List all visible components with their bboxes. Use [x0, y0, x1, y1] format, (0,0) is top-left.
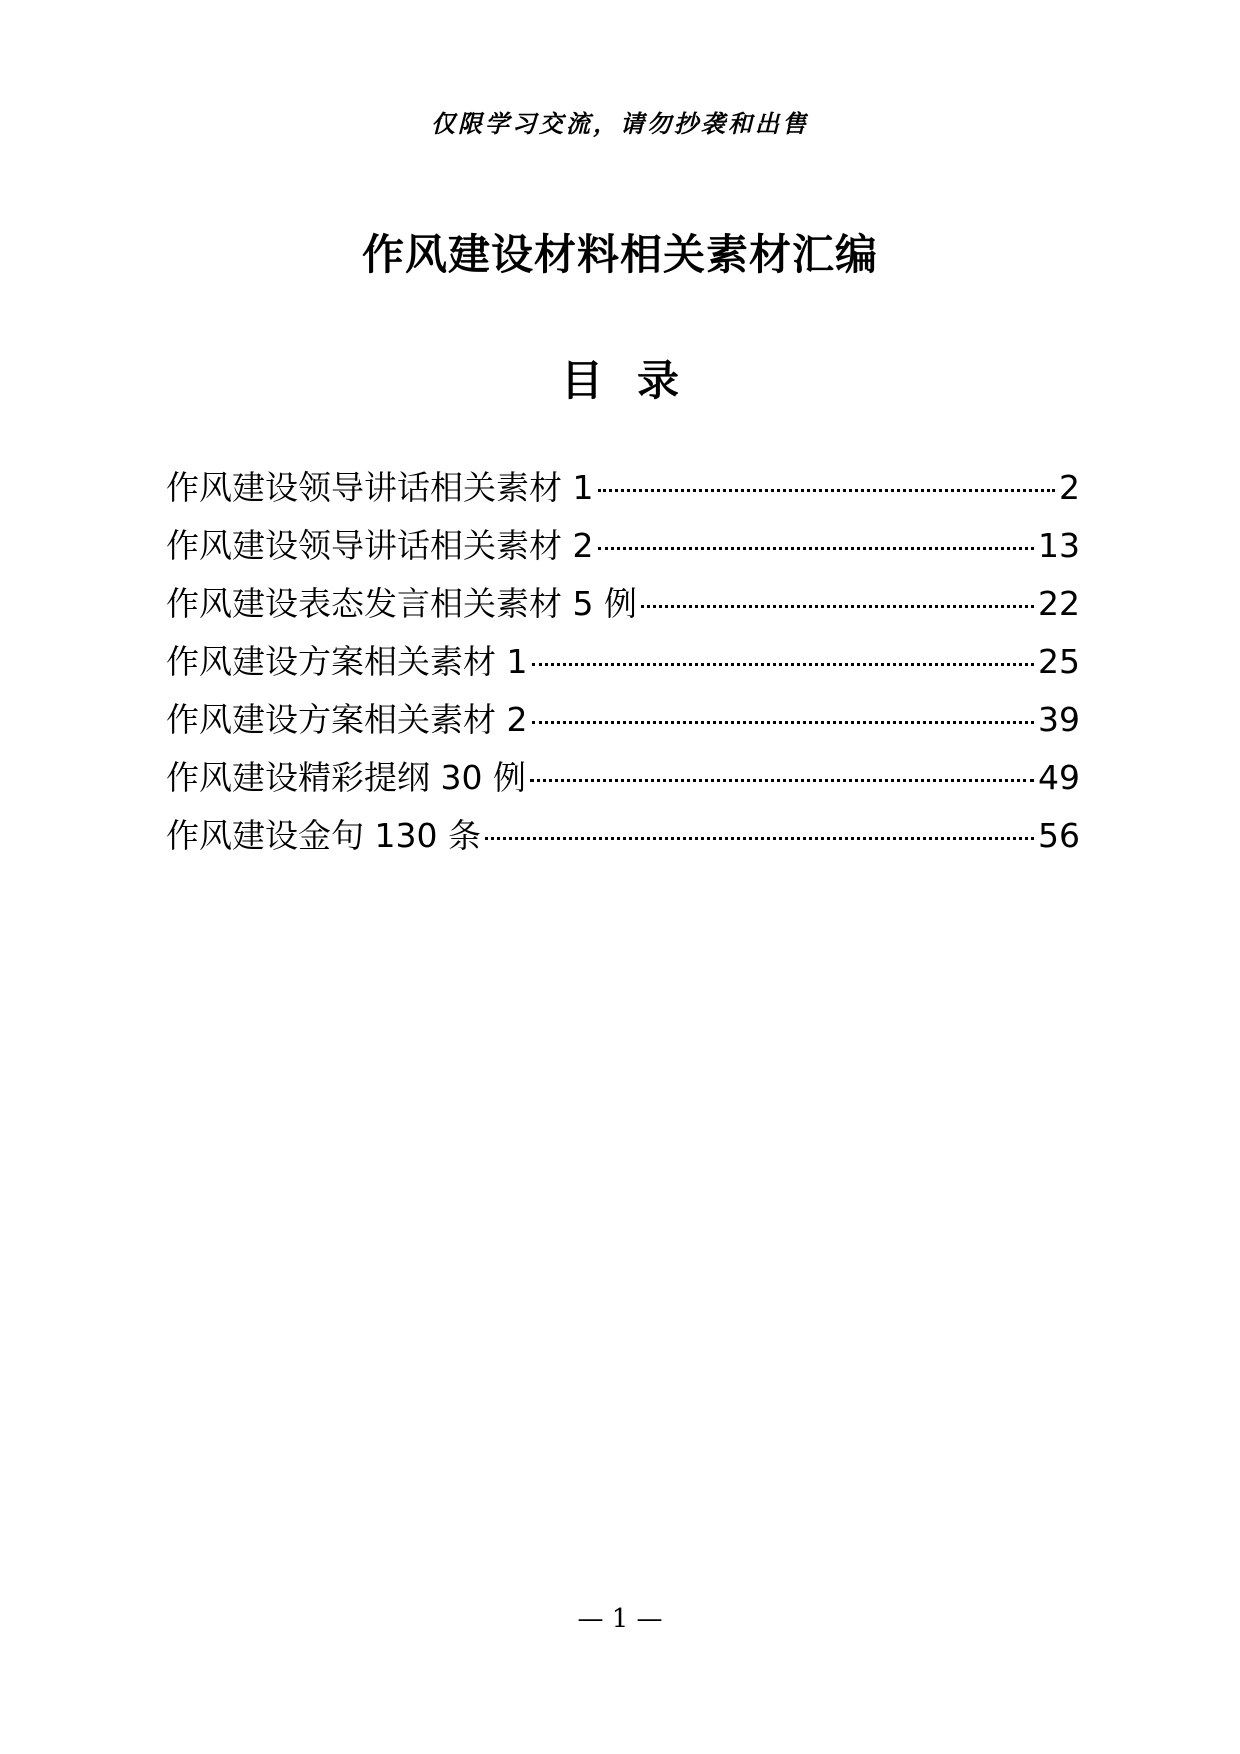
toc-entry-label: 作风建设领导讲话相关素材 1	[166, 468, 594, 507]
toc-entry-page: 22	[1038, 584, 1080, 623]
toc-dot-leader	[598, 489, 1056, 492]
toc-dot-leader	[532, 721, 1035, 724]
toc-entry-page: 25	[1038, 642, 1080, 681]
header-note: 仅限学习交流，请勿抄袭和出售	[431, 109, 809, 138]
toc-dot-leader	[532, 663, 1035, 666]
toc-entry[interactable]	[166, 462, 1080, 520]
toc-entry-page: 56	[1038, 816, 1080, 855]
toc-entry[interactable]	[166, 810, 1080, 868]
toc-entry-label: 作风建设方案相关素材 2	[166, 700, 528, 739]
page-number: — 1 —	[577, 1604, 663, 1634]
toc-entry-page: 39	[1038, 700, 1080, 739]
toc-entry-page: 49	[1038, 758, 1080, 797]
toc-entry[interactable]	[166, 578, 1080, 636]
toc-entry[interactable]	[166, 752, 1080, 810]
toc-dot-leader	[641, 605, 1034, 608]
toc-dot-leader	[598, 547, 1035, 550]
toc-entry-page: 13	[1038, 526, 1080, 565]
document-title: 作风建设材料相关素材汇编	[361, 230, 878, 279]
toc-heading: 目录	[560, 356, 713, 405]
table-of-contents	[166, 462, 1080, 868]
toc-entry-label: 作风建设表态发言相关素材 5 例	[166, 584, 637, 623]
toc-entry[interactable]	[166, 520, 1080, 578]
toc-entry-label: 作风建设金句 130 条	[166, 816, 481, 855]
toc-entry-page: 2	[1059, 468, 1080, 507]
toc-dot-leader	[530, 779, 1034, 782]
toc-entry-label: 作风建设精彩提纲 30 例	[166, 758, 526, 797]
toc-entry[interactable]	[166, 694, 1080, 752]
toc-entry-label: 作风建设方案相关素材 1	[166, 642, 528, 681]
toc-dot-leader	[485, 837, 1034, 840]
toc-entry-label: 作风建设领导讲话相关素材 2	[166, 526, 594, 565]
toc-entry[interactable]	[166, 636, 1080, 694]
